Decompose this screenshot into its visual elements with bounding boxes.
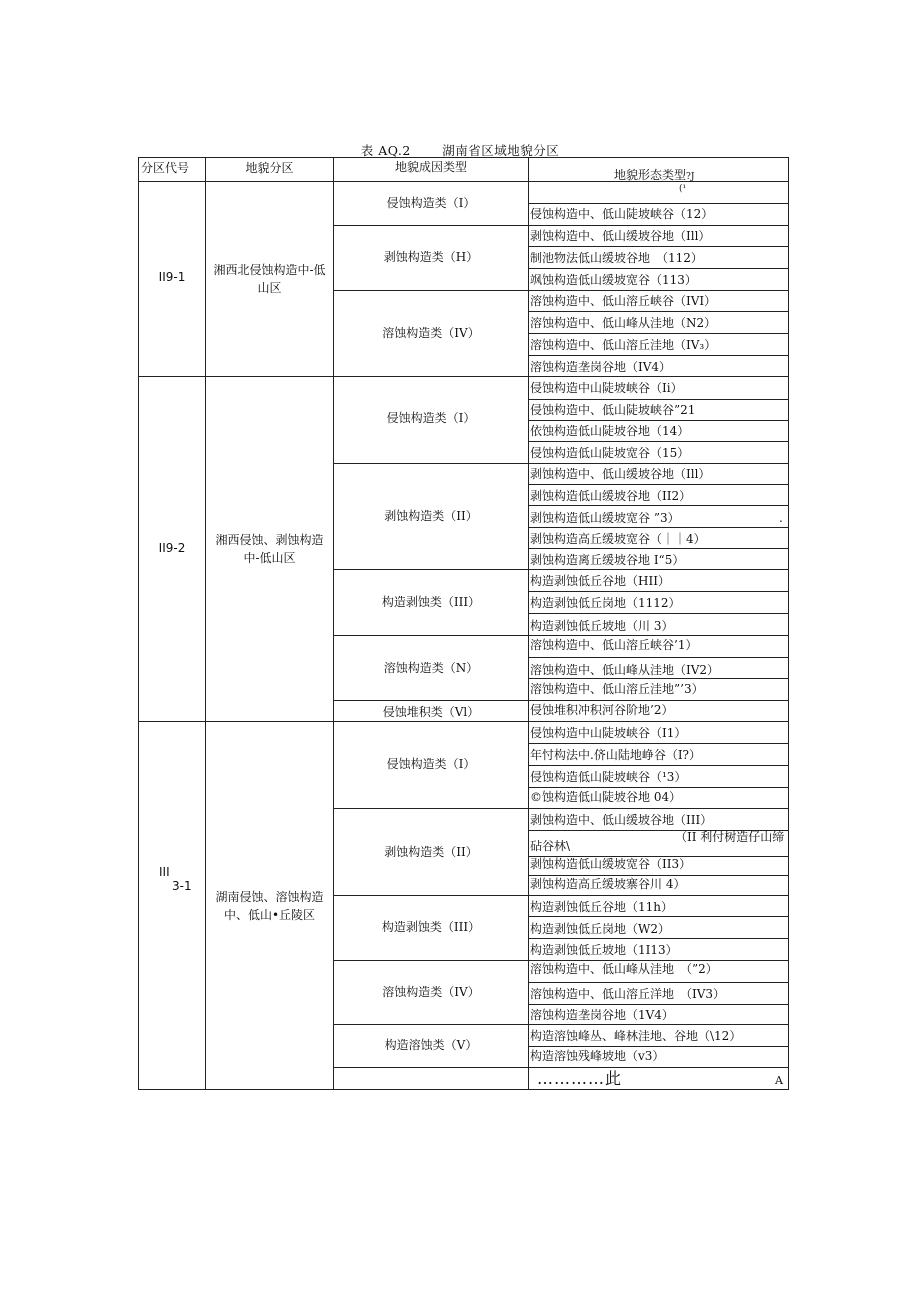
genetic-type: 侵蚀构造类（I） — [386, 411, 476, 425]
landform-table — [138, 157, 789, 1090]
table-number: 表 AQ.2 — [360, 143, 411, 158]
header-zone-name: 地貌分区 — [245, 161, 294, 175]
morph-type: 构造剥蚀低丘岗地（W2） — [530, 922, 670, 936]
morph-type: 砧谷林\ — [530, 839, 571, 853]
morph-type: 剥蚀构造离丘缓坡谷地 I“5） — [530, 553, 685, 567]
zone-code: II9-2 — [158, 541, 186, 555]
genetic-type: 剥蚀构造类（H） — [383, 250, 479, 264]
morph-type: 溶蚀构造中、低山峰从洼地（N2） — [530, 316, 717, 330]
morph-type: 依蚀构造低山陡坡谷地（14） — [530, 424, 690, 438]
morph-type: 溶蚀构造垄岗谷地（1V4） — [530, 1008, 674, 1022]
morph-type: 侵蚀堆积冲积河谷阶地’2） — [530, 703, 674, 717]
morph-type: 剥蚀构造高丘缓坡宽谷（｜｜4） — [530, 532, 706, 546]
header-morph-label: 地貌形态类型 — [614, 168, 687, 182]
morph-type: 构造剥蚀低丘岗地（1112） — [530, 596, 681, 610]
morph-type: 侵蚀构造中、低山陡坡峡谷（12） — [530, 207, 714, 221]
morph-type: 构造剥蚀低丘谷地（11h） — [530, 900, 673, 914]
morph-type: 侵蚀构造中山陡坡峡谷（I1） — [530, 726, 687, 740]
morph-type: 溶蚀构造中、低山峰从洼地 （”2） — [530, 962, 718, 976]
zone-name: 湖南侵蚀、溶蚀构造中、低山•丘陵区 — [215, 890, 324, 922]
genetic-type: 溶蚀构造类（IV） — [382, 985, 480, 999]
morph-type: 溶蚀构造中、低山溶丘洋地 （IV3） — [530, 987, 726, 1001]
morph-type: 剥蚀构造低山缓坡宽谷（II3） — [530, 857, 692, 871]
morph-type: ©蚀构造低山陡坡谷地 04） — [530, 790, 682, 804]
morph-type: 构造剥蚀低丘坡地（川 3） — [530, 619, 674, 633]
morph-type: 溶蚀构造垄岗谷地（IV4） — [530, 360, 672, 374]
morph-type: 构造剥蚀低丘坡地（1I13） — [530, 943, 678, 957]
header-morph-suffix: ?J — [686, 172, 695, 182]
table-title: 湖南省区域地貌分区 — [442, 143, 560, 158]
morph-type: 年忖构法中.侪山陆地峥谷（I?） — [530, 748, 701, 762]
morph-type: 构造剥蚀低丘谷地（HII） — [530, 574, 670, 588]
trailing-dots: …………此 — [537, 1069, 623, 1088]
genetic-type: 剥蚀构造类（II） — [384, 845, 478, 859]
morph-type: 飒蚀构造低山缓坡宽谷（113） — [530, 273, 697, 287]
zone-code-line2: 3-1 — [172, 879, 192, 893]
morph-type: 溶蚀构造中、低山溶丘洼地”’3） — [530, 682, 704, 696]
genetic-type: 剥蚀构造类（II） — [384, 509, 478, 523]
morph-type-fragment: (¹ — [679, 184, 687, 194]
morph-type: 构造溶蚀残峰坡地（ⅴ3） — [530, 1049, 665, 1063]
corner-mark: A — [775, 1074, 783, 1087]
morph-type: 侵蚀构造低山陡坡宽谷（15） — [530, 446, 690, 460]
genetic-type: 构造剥蚀类（III） — [381, 920, 481, 934]
morph-type: 剥蚀构造中、低山缓坡谷地（Ill） — [530, 467, 711, 481]
morph-type: 构造溶蚀峰丛、峰林洼地、谷地（\12） — [530, 1029, 742, 1043]
morph-type: 侵蚀构造中、低山陡坡峡谷”21 — [530, 403, 696, 417]
morph-type: 剥蚀构造高丘缓坡寨谷川 4） — [530, 877, 686, 891]
genetic-type: 构造剥蚀类（III） — [381, 595, 481, 609]
morph-type: 侵蚀构造低山陡坡峡谷（¹3） — [530, 770, 687, 784]
morph-type: 剥蚀构造低山缓坡宽谷 ”3） — [530, 511, 680, 525]
zone-code-line1: III — [159, 865, 170, 879]
genetic-type: 溶蚀构造类（N） — [383, 661, 479, 675]
genetic-type: 侵蚀堆积类（Vl） — [382, 705, 480, 719]
morph-type: 剥蚀构造中、低山缓坡谷地（III） — [530, 813, 713, 827]
morph-type: 制池物法低山缓坡谷地 （112） — [530, 251, 703, 265]
zone-code: II9-1 — [158, 270, 186, 284]
morph-type: 溶蚀构造中、低山溶丘洼地（IV₃） — [530, 338, 717, 352]
header-zone-code: 分区代号 — [141, 161, 190, 175]
zone-name: 湘西侵蚀、剥蚀构造中-低山区 — [215, 533, 324, 565]
morph-type-fragment: （II 利付树造仔山缔 — [675, 830, 785, 844]
header-genetic-type: 地貌成因类型 — [394, 160, 467, 174]
genetic-type: 溶蚀构造类（IV） — [382, 326, 480, 340]
stray-mark: . — [779, 511, 783, 525]
morph-type: 溶蚀构造中、低山峰从洼地（IV2） — [530, 663, 720, 677]
zone-name: 湘西北侵蚀构造中-低山区 — [213, 263, 326, 295]
genetic-type: 构造溶蚀类（V） — [384, 1038, 478, 1052]
morph-type: 溶蚀构造中、低山溶丘峡谷（IVI） — [530, 294, 717, 308]
morph-type: 溶蚀构造中、低山溶丘峡谷’1） — [530, 638, 698, 652]
genetic-type: 侵蚀构造类（I） — [386, 757, 476, 771]
morph-type: 剥蚀构造中、低山缓坡谷地（Ill） — [530, 229, 711, 243]
morph-type: 侵蚀构造中山陡坡峡谷（Ii） — [530, 381, 683, 395]
genetic-type: 侵蚀构造类（I） — [386, 196, 476, 210]
morph-type: 剥蚀构造低山缓坡谷地（II2） — [530, 489, 692, 503]
